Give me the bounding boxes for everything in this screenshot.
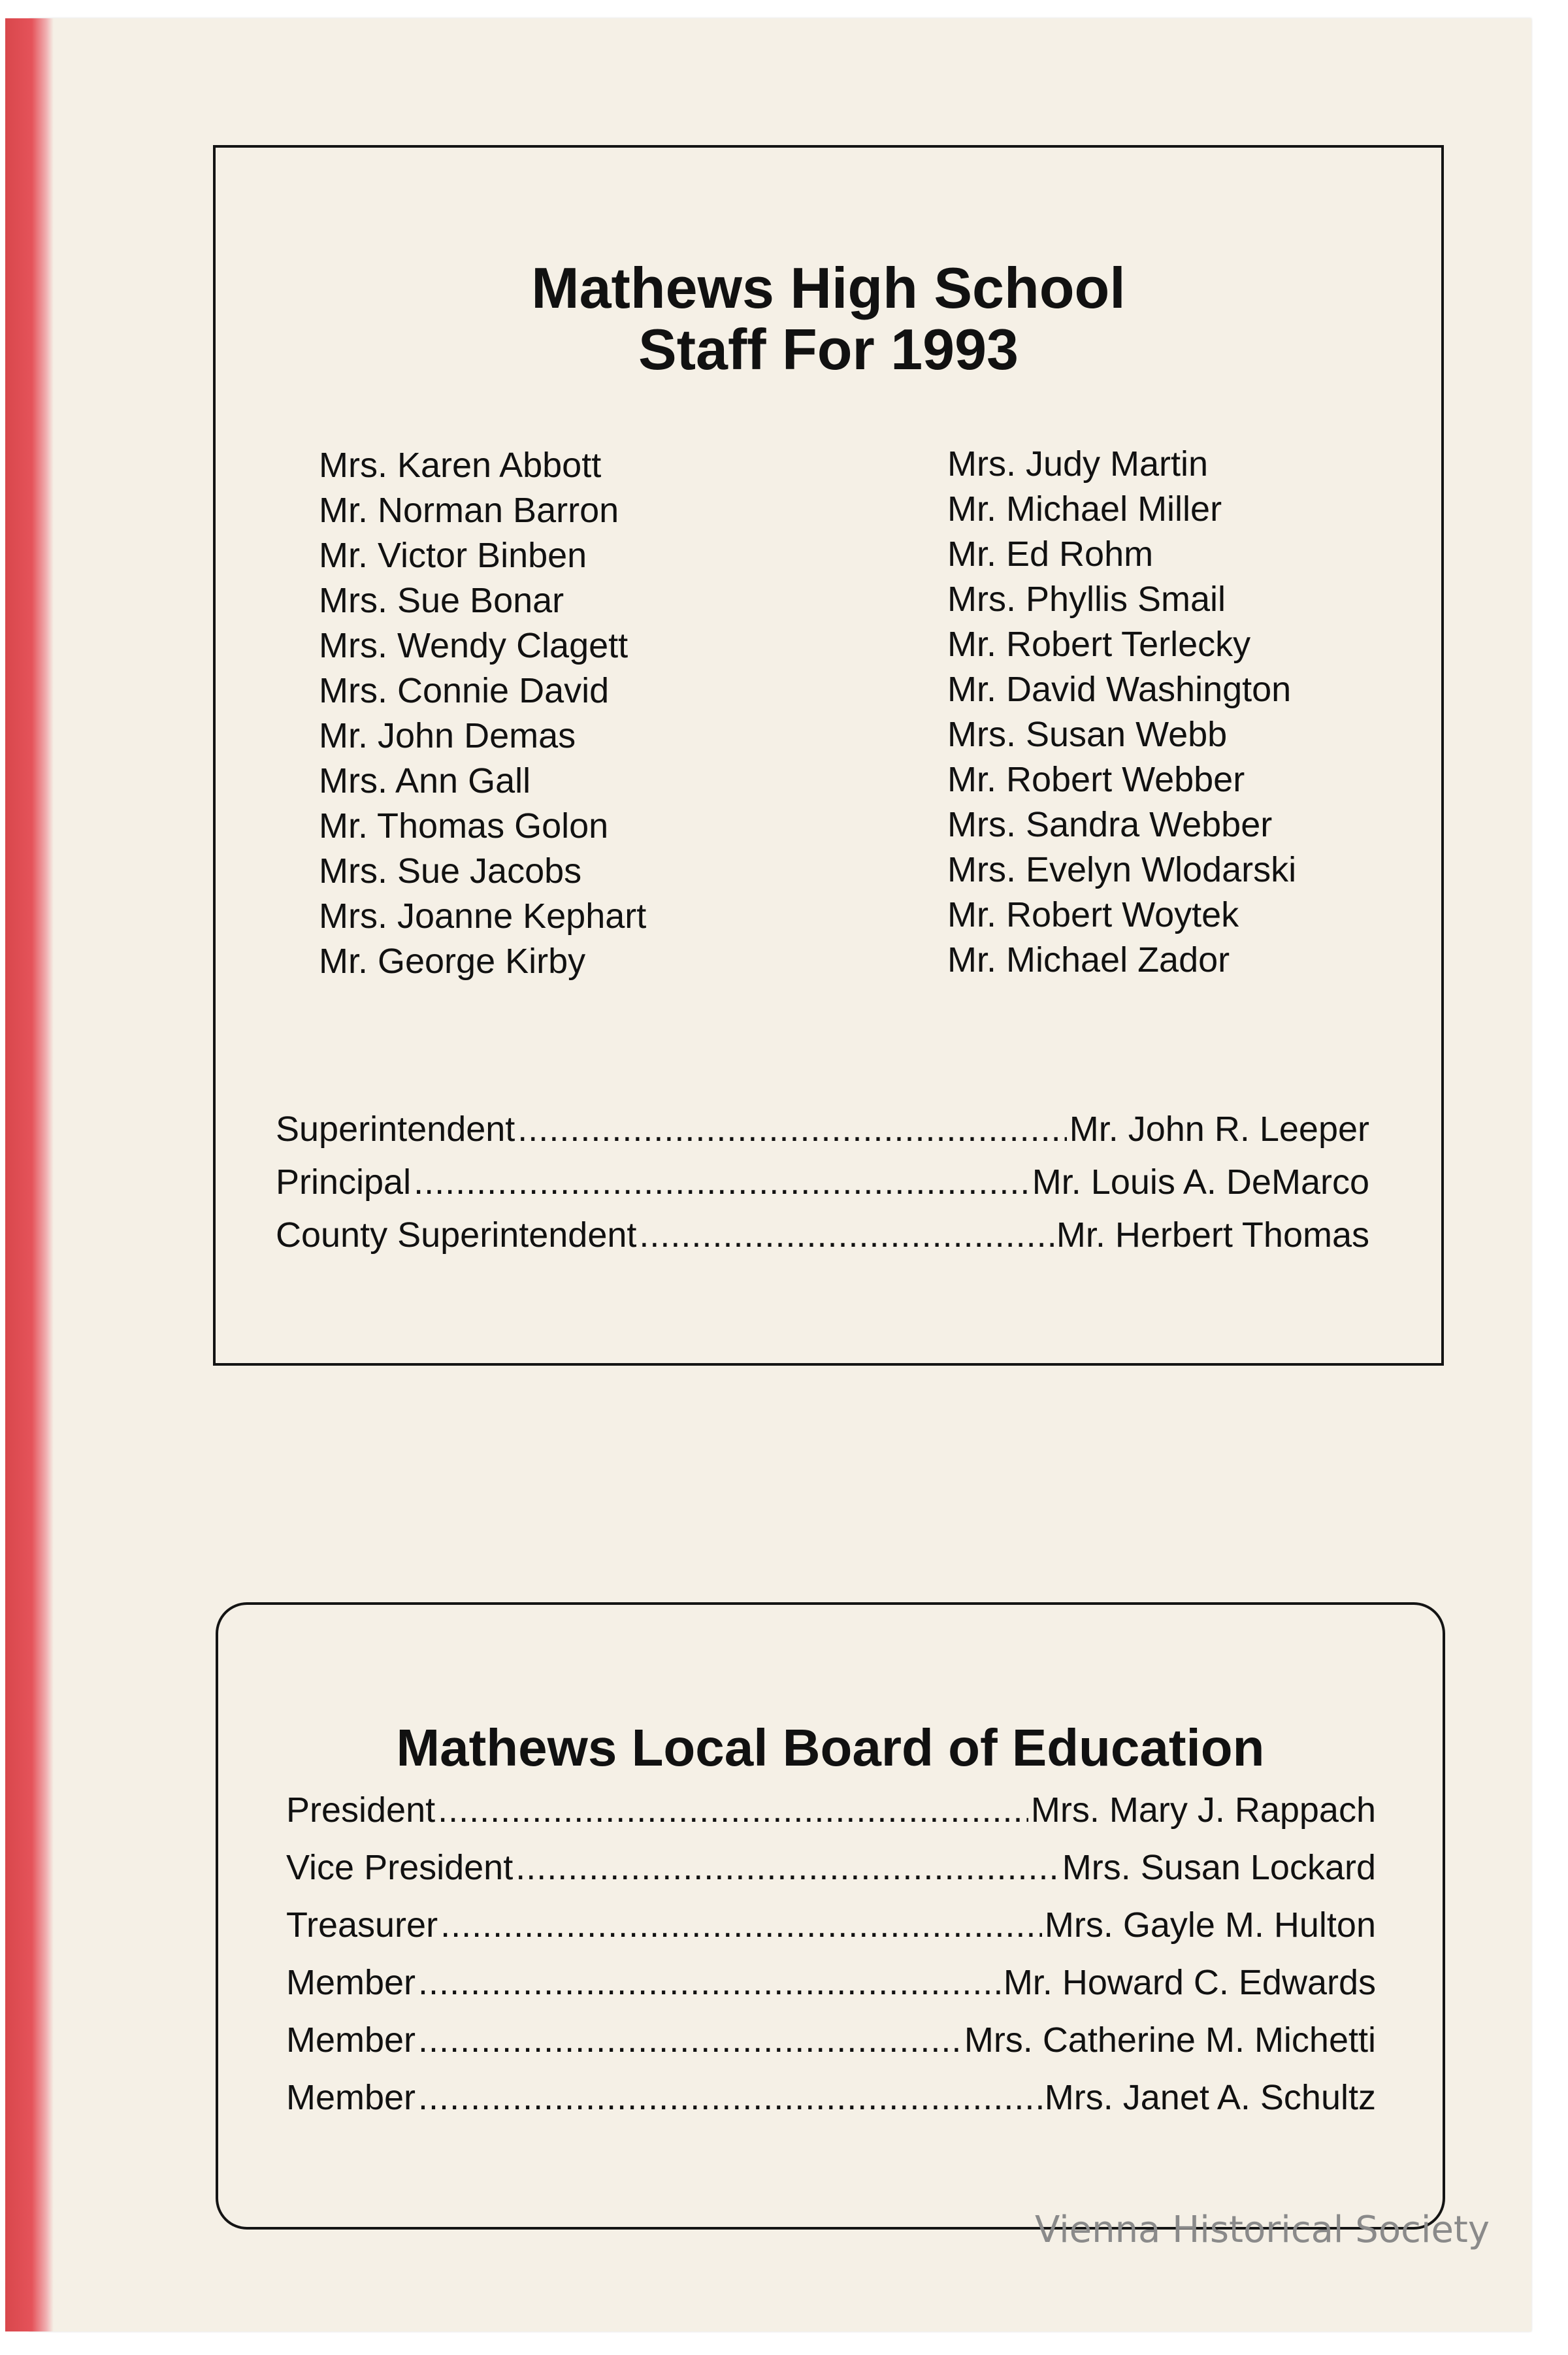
staff-list-right (947, 442, 1296, 983)
staff-name: Mr. Michael Zador (947, 940, 1230, 980)
board-member-row (286, 1839, 1376, 1896)
staff-name: Mrs. Karen Abbott (319, 446, 602, 485)
role-label: Superintendent (276, 1110, 515, 1149)
official-row (276, 1156, 1369, 1209)
role-label: Vice President (286, 1848, 514, 1887)
person-name: Mrs. Gayle M. Hulton (1044, 1905, 1376, 1945)
staff-name: Mr. Thomas Golon (319, 806, 609, 846)
staff-name: Mrs. Phyllis Smail (947, 580, 1226, 619)
board-member-row (286, 2069, 1376, 2126)
staff-name: Mrs. Sue Jacobs (319, 851, 582, 891)
role-label: Member (286, 2078, 416, 2117)
staff-box (213, 145, 1444, 1366)
staff-name: Mr. George Kirby (319, 942, 586, 981)
dot-leader (418, 1954, 1001, 2011)
official-row (276, 1209, 1369, 1262)
dot-leader (418, 2069, 1042, 2126)
staff-name: Mrs. Judy Martin (947, 444, 1209, 484)
officials-list (276, 1103, 1369, 1262)
staff-name: Mrs. Sue Bonar (319, 581, 564, 620)
dot-leader (515, 1839, 1060, 1896)
person-name: Mr. Louis A. DeMarco (1032, 1162, 1369, 1202)
board-member-row (286, 1954, 1376, 2011)
staff-name: Mr. John Demas (319, 716, 576, 755)
dot-leader (517, 1103, 1066, 1156)
role-label: Member (286, 1963, 416, 2002)
dot-leader (414, 1156, 1030, 1209)
staff-name: Mrs. Sandra Webber (947, 805, 1273, 844)
dot-leader (438, 1781, 1028, 1839)
staff-name: Mr. David Washington (947, 670, 1292, 709)
board-box (216, 1602, 1445, 2230)
role-label: President (286, 1790, 436, 1830)
role-label: County Superintendent (276, 1215, 637, 1255)
staff-name: Mr. Robert Woytek (947, 895, 1239, 934)
person-name: Mrs. Mary J. Rappach (1030, 1790, 1376, 1830)
staff-name: Mr. Robert Webber (947, 760, 1245, 799)
staff-name: Mr. Norman Barron (319, 491, 619, 530)
person-name: Mrs. Catherine M. Michetti (964, 2020, 1376, 2060)
staff-name: Mrs. Joanne Kephart (319, 897, 647, 936)
role-label: Treasurer (286, 1905, 438, 1945)
person-name: Mrs. Janet A. Schultz (1044, 2078, 1376, 2117)
person-name: Mrs. Susan Lockard (1062, 1848, 1376, 1887)
staff-name: Mrs. Evelyn Wlodarski (947, 850, 1297, 889)
staff-name: Mrs. Connie David (319, 671, 610, 710)
person-name: Mr. Herbert Thomas (1056, 1215, 1369, 1255)
staff-title-line1: Mathews High School (531, 255, 1126, 320)
staff-name: Mr. Ed Rohm (947, 535, 1154, 574)
dot-leader (440, 1896, 1042, 1954)
staff-name: Mr. Michael Miller (947, 489, 1222, 529)
staff-name: Mrs. Ann Gall (319, 761, 531, 800)
staff-name: Mr. Victor Binben (319, 536, 587, 575)
person-name: Mr. John R. Leeper (1069, 1110, 1369, 1149)
watermark-text: Vienna Historical Society (1034, 2209, 1490, 2251)
dot-leader (639, 1209, 1053, 1262)
red-page-edge (5, 18, 54, 2331)
staff-list-left (319, 443, 646, 984)
staff-name: Mrs. Susan Webb (947, 715, 1228, 754)
official-row (276, 1103, 1369, 1156)
board-title: Mathews Local Board of Education (396, 1719, 1265, 1777)
dot-leader (418, 2011, 962, 2069)
role-label: Member (286, 2020, 416, 2060)
role-label: Principal (276, 1162, 412, 1202)
person-name: Mr. Howard C. Edwards (1003, 1963, 1376, 2002)
board-member-row (286, 1896, 1376, 1954)
staff-name: Mrs. Wendy Clagett (319, 626, 629, 665)
staff-title-line2: Staff For 1993 (638, 317, 1019, 382)
staff-name: Mr. Robert Terlecky (947, 625, 1251, 664)
board-members-list (286, 1781, 1376, 2126)
board-member-row (286, 2011, 1376, 2069)
board-member-row (286, 1781, 1376, 1839)
